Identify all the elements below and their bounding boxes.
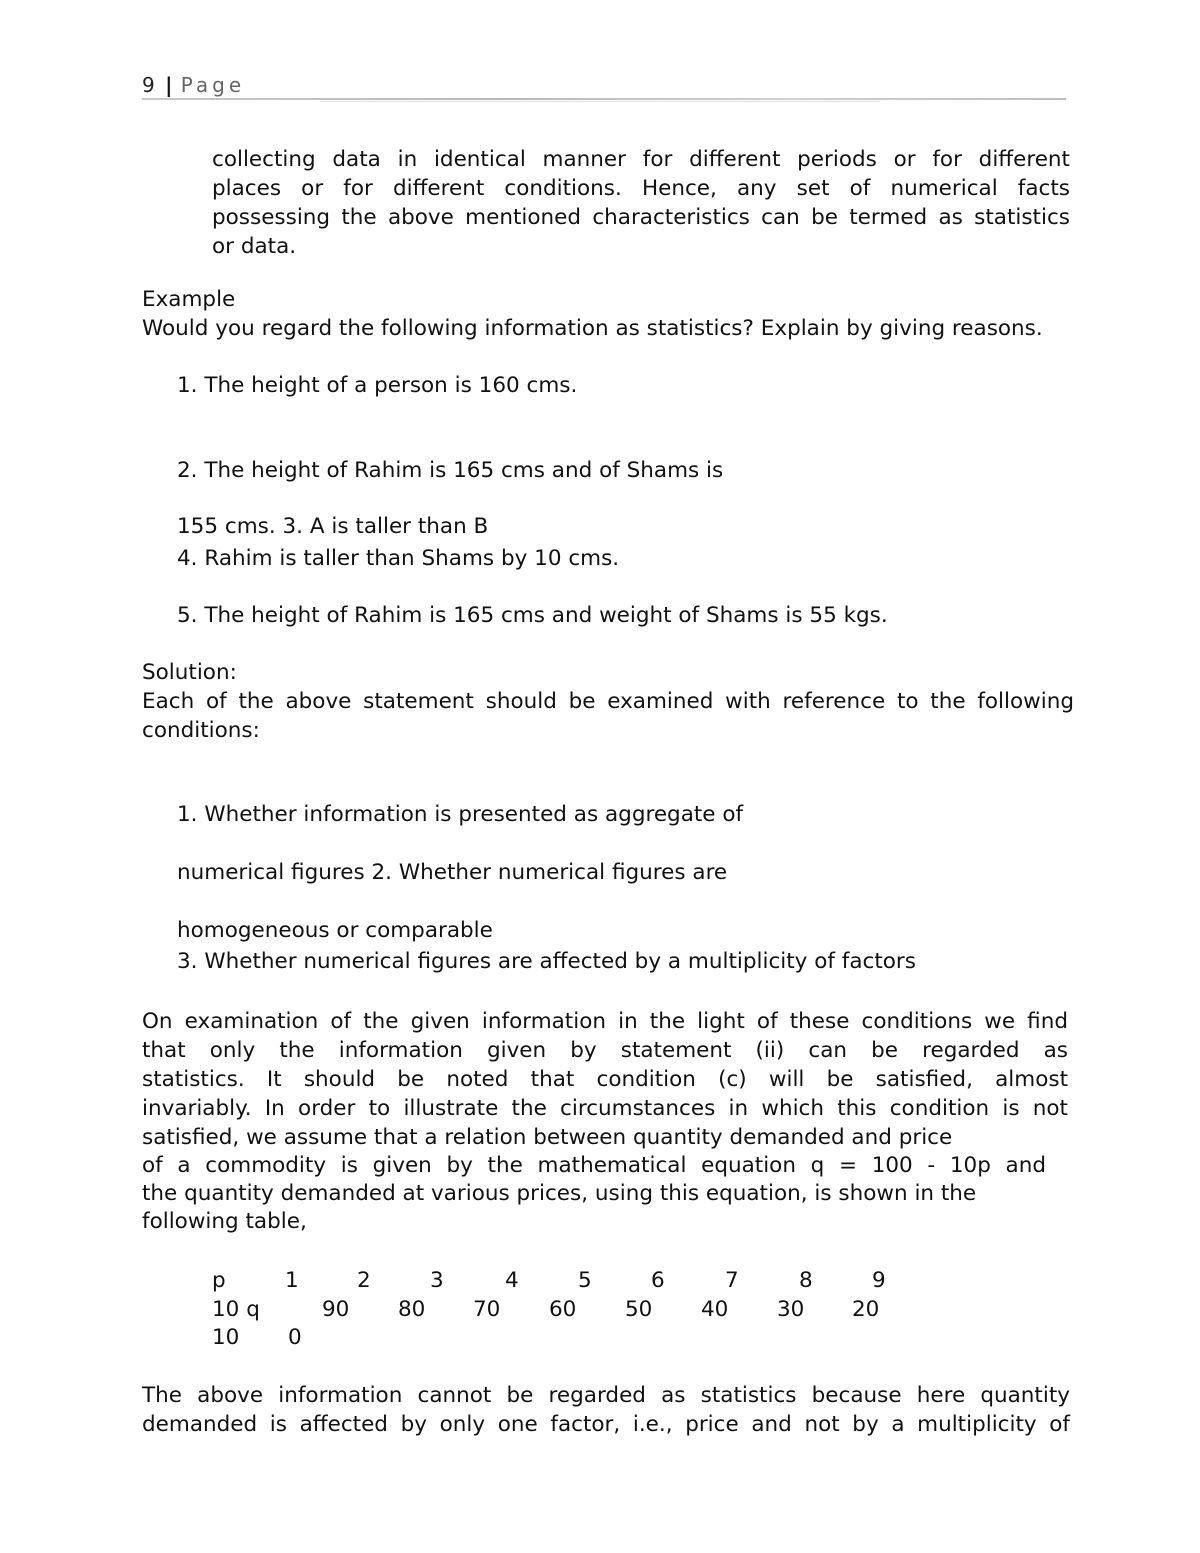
page-number: 9 [142, 73, 155, 97]
condition-line-4: 3. Whether numerical figures are affected by a multiplicity of factors [177, 949, 916, 974]
intro-line-3: possessing the above mentioned characteristics can be termed as statistics [212, 205, 1070, 230]
header-separator: | [165, 73, 173, 97]
condition-line-3: homogeneous or comparable [177, 918, 493, 943]
solution-intro-line-2: conditions: [142, 718, 260, 743]
table-cell: 10 [212, 1325, 240, 1350]
table-cell: 2 [357, 1268, 371, 1293]
table-cell: 6 [651, 1268, 665, 1293]
table-cell: 30 [777, 1297, 805, 1322]
table-cell: 1 [285, 1268, 299, 1293]
table-cell: 60 [549, 1297, 577, 1322]
table-cell: 5 [578, 1268, 592, 1293]
exam-line-5: satisfied, we assume that a relation between quantity demanded and price [142, 1125, 953, 1150]
table-cell: 4 [505, 1268, 519, 1293]
table-cell: 3 [430, 1268, 444, 1293]
intro-line-2: places or for different conditions. Hence, any set of numerical facts [212, 176, 1070, 201]
table-cell: 90 [322, 1297, 350, 1322]
exam-line-4: invariably. In order to illustrate the circumstances in which this condition is not [142, 1096, 1068, 1121]
example-item-5: 5. The height of Rahim is 165 cms and weight of Shams is 55 kgs. [177, 603, 888, 628]
table-cell: 40 [701, 1297, 729, 1322]
example-heading: Example [142, 287, 236, 312]
table-cell: 7 [725, 1268, 739, 1293]
conclusion-line-1: The above information cannot be regarded as statistics because here quantity [142, 1383, 1070, 1408]
page-header [142, 72, 245, 98]
solution-heading: Solution: [142, 660, 237, 685]
example-question: Would you regard the following information as statistics? Explain by giving reasons. [142, 316, 1043, 341]
header-rule-shadow [320, 101, 880, 102]
exam-line-6: of a commodity is given by the mathematical equation q = 100 - 10p and [142, 1153, 1046, 1178]
example-item-2: 2. The height of Rahim is 165 cms and of Shams is [177, 458, 724, 483]
example-item-3: 155 cms. 3. A is taller than B [177, 514, 489, 539]
condition-line-2: numerical figures 2. Whether numerical figures are [177, 860, 728, 885]
exam-line-2: that only the information given by statement (ii) can be regarded as [142, 1038, 1068, 1063]
exam-line-1: On examination of the given information in the light of these conditions we find [142, 1009, 1068, 1034]
table-cell: p [212, 1268, 226, 1293]
table-cell: 8 [799, 1268, 813, 1293]
table-cell: 20 [852, 1297, 880, 1322]
table-cell: 70 [473, 1297, 501, 1322]
example-item-1: 1. The height of a person is 160 cms. [177, 373, 578, 398]
table-cell: 9 [872, 1268, 886, 1293]
conclusion-line-2: demanded is affected by only one factor, i.e., price and not by a multiplicity of [142, 1412, 1070, 1437]
solution-intro-line-1: Each of the above statement should be examined with reference to the following [142, 689, 1074, 714]
table-cell: 10 q [212, 1297, 260, 1322]
page-word: Page [180, 73, 246, 97]
exam-line-8: following table, [142, 1209, 307, 1234]
intro-line-1: collecting data in identical manner for different periods or for different [212, 147, 1070, 172]
condition-line-1: 1. Whether information is presented as aggregate of [177, 802, 744, 827]
example-item-4: 4. Rahim is taller than Shams by 10 cms. [177, 546, 620, 571]
table-cell: 50 [625, 1297, 653, 1322]
table-cell: 0 [288, 1325, 302, 1350]
intro-line-4: or data. [212, 234, 297, 259]
exam-line-3: statistics. It should be noted that condition (c) will be satisfied, almost [142, 1067, 1068, 1092]
table-cell: 80 [398, 1297, 426, 1322]
exam-line-7: the quantity demanded at various prices, using this equation, is shown in the [142, 1181, 977, 1206]
header-rule [142, 98, 1066, 100]
